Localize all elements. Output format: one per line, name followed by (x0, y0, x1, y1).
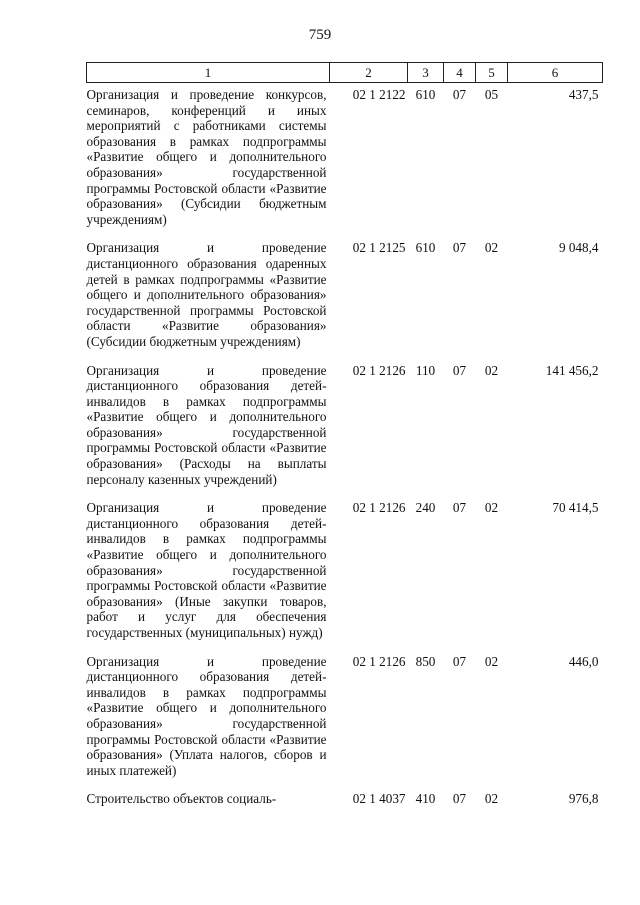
row-amount: 976,8 (568, 791, 599, 807)
table-row (87, 83, 603, 228)
row-section: 07 (452, 362, 467, 378)
row-amount: 141 456,2 (545, 362, 599, 378)
row-subsection: 02 (484, 791, 499, 807)
table-row (87, 791, 603, 807)
row-amount: 446,0 (568, 653, 599, 669)
header-col-5: 5 (476, 63, 508, 83)
table-row (87, 654, 603, 779)
row-section: 07 (452, 240, 467, 256)
row-spacer (87, 227, 603, 240)
table-header-row (87, 63, 603, 83)
row-description: Организация и проведение дистанционного образования детей-инвалидов в рамках подпрограммы «Развитие общего и дополнительного образования» государственной программы Ростовской области «Развитие образования» (Расходы на выплаты персоналу казенных учреждений) (86, 362, 327, 487)
header-col-6: 6 (508, 63, 603, 83)
row-spacer (87, 487, 603, 500)
row-amount: 437,5 (568, 87, 599, 102)
row-expense-type: 610 (415, 240, 436, 256)
row-subsection: 05 (484, 87, 499, 102)
row-code: 02 1 2122 (352, 87, 406, 102)
page-number: 759 (308, 27, 332, 43)
row-expense-type: 610 (415, 87, 436, 102)
row-subsection: 02 (484, 653, 499, 669)
row-subsection: 02 (484, 240, 499, 256)
row-expense-type: 850 (415, 653, 436, 669)
row-amount: 70 414,5 (552, 500, 599, 516)
row-description: Строительство объектов социаль- (86, 791, 277, 807)
table-row (87, 240, 603, 349)
row-spacer (87, 641, 603, 654)
row-expense-type: 410 (415, 791, 436, 807)
row-expense-type: 240 (415, 500, 436, 516)
row-section: 07 (452, 791, 467, 807)
row-subsection: 02 (484, 500, 499, 516)
row-section: 07 (452, 500, 467, 516)
budget-table (86, 62, 603, 807)
row-code: 02 1 2126 (352, 653, 406, 669)
row-amount: 9 048,4 (558, 240, 599, 256)
row-code: 02 1 2126 (352, 500, 406, 516)
table-row (87, 500, 603, 640)
row-description: Организация и проведение дистанционного образования детей-инвалидов в рамках подпрограммы «Развитие общего и дополнительного образования» государственной программы Ростовской области «Развитие образования» (Уплата налогов, сборов и иных платежей) (86, 653, 327, 778)
row-code: 02 1 2125 (352, 240, 406, 256)
header-col-1: 1 (87, 63, 330, 83)
row-spacer (87, 350, 603, 363)
header-col-4: 4 (444, 63, 476, 83)
table-row (87, 363, 603, 488)
row-description: Организация и проведение конкурсов, семинаров, конференций и иных мероприятий с работниками системы образования в рамках подпрограммы «Развитие общего и дополнительного образования» государственной программы Ростовской области «Развитие образования» (Субсидии бюджетным учреждениям) (86, 87, 327, 227)
row-spacer (87, 778, 603, 791)
row-section: 07 (452, 87, 467, 102)
row-description: Организация и проведение дистанционного образования одаренных детей в рамках подпрограммы «Развитие общего и дополнительного образования» государственной программы Ростовской области «Развитие образования» (Субсидии бюджетным учреждениям) (86, 240, 327, 349)
row-expense-type: 110 (415, 362, 436, 378)
row-section: 07 (452, 653, 467, 669)
row-description: Организация и проведение дистанционного образования детей-инвалидов в рамках подпрограммы «Развитие общего и дополнительного образования» государственной программы Ростовской области «Развитие образования» (Иные закупки товаров, работ и услуг для обеспечения государственных (муниципальных) нужд) (86, 500, 327, 640)
row-subsection: 02 (484, 362, 499, 378)
header-col-3: 3 (408, 63, 444, 83)
header-col-2: 2 (330, 63, 408, 83)
row-code: 02 1 4037 (352, 791, 406, 807)
row-code: 02 1 2126 (352, 362, 406, 378)
